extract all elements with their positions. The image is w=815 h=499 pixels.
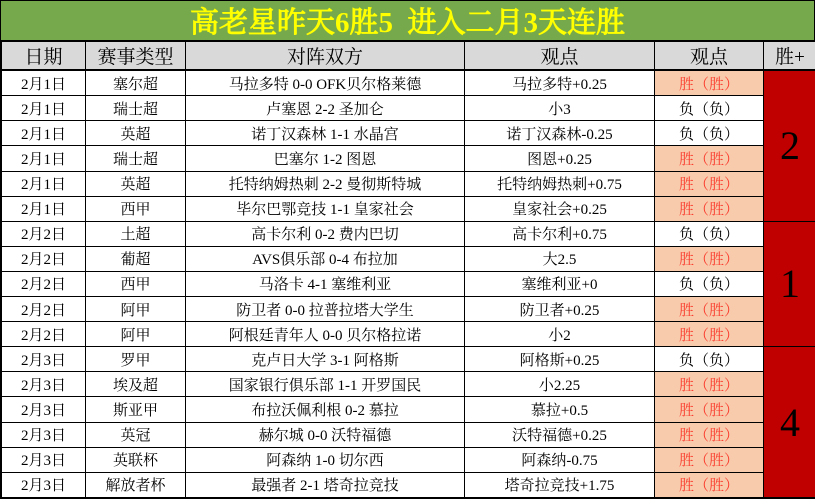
table-row [2, 246, 815, 271]
result-cell: 胜（胜） [655, 297, 764, 322]
league-cell: 西甲 [86, 271, 186, 296]
date-cell: 2月2日 [2, 246, 86, 271]
result-cell: 胜（胜） [655, 70, 764, 96]
date-cell: 2月3日 [2, 447, 86, 472]
table-row [2, 422, 815, 447]
match-cell: 卢塞恩 2-2 圣加仑 [186, 96, 465, 121]
result-cell: 负（负） [655, 221, 764, 246]
table-row [2, 447, 815, 472]
table-row [2, 472, 815, 497]
pick-cell: 慕拉+0.5 [465, 397, 655, 422]
date-cell: 2月3日 [2, 422, 86, 447]
predictions-table [1, 41, 815, 498]
table-row [2, 121, 815, 146]
league-cell: 罗甲 [86, 347, 186, 372]
table-row [2, 171, 815, 196]
table-row [2, 271, 815, 296]
pick-cell: 皇家社会+0.25 [465, 196, 655, 221]
table-row [2, 297, 815, 322]
table-row [2, 221, 815, 246]
result-cell: 负（负） [655, 96, 764, 121]
league-cell: 英联杯 [86, 447, 186, 472]
league-cell: 阿甲 [86, 297, 186, 322]
table-row [2, 347, 815, 372]
match-cell: 阿森纳 1-0 切尔西 [186, 447, 465, 472]
table-row [2, 196, 815, 221]
header-pick: 观点 [465, 42, 655, 71]
win-count-cell: 4 [764, 347, 815, 498]
date-cell: 2月3日 [2, 472, 86, 497]
pick-cell: 塞维利亚+0 [465, 271, 655, 296]
result-cell: 负（负） [655, 347, 764, 372]
match-cell: 布拉沃佩利根 0-2 慕拉 [186, 397, 465, 422]
league-cell: 土超 [86, 221, 186, 246]
date-cell: 2月2日 [2, 271, 86, 296]
match-cell: 马拉多特 0-0 OFK贝尔格莱德 [186, 70, 465, 96]
league-cell: 塞尔超 [86, 70, 186, 96]
match-cell: 毕尔巴鄂竞技 1-1 皇家社会 [186, 196, 465, 221]
league-cell: 英超 [86, 171, 186, 196]
pick-cell: 小3 [465, 96, 655, 121]
date-cell: 2月1日 [2, 96, 86, 121]
header-league: 赛事类型 [86, 42, 186, 71]
pick-cell: 阿森纳-0.75 [465, 447, 655, 472]
league-cell: 英超 [86, 121, 186, 146]
match-cell: 巴塞尔 1-2 图恩 [186, 146, 465, 171]
date-cell: 2月3日 [2, 397, 86, 422]
league-cell: 阿甲 [86, 322, 186, 347]
league-cell: 西甲 [86, 196, 186, 221]
match-cell: AVS俱乐部 0-4 布拉加 [186, 246, 465, 271]
league-cell: 瑞士超 [86, 96, 186, 121]
result-cell: 胜（胜） [655, 146, 764, 171]
pick-cell: 高卡尔利+0.75 [465, 221, 655, 246]
result-cell: 胜（胜） [655, 472, 764, 497]
match-cell: 克卢日大学 3-1 阿格斯 [186, 347, 465, 372]
date-cell: 2月3日 [2, 347, 86, 372]
result-cell: 胜（胜） [655, 372, 764, 397]
match-cell: 最强者 2-1 塔奇拉竞技 [186, 472, 465, 497]
pick-cell: 塔奇拉竞技+1.75 [465, 472, 655, 497]
match-cell: 高卡尔利 0-2 费内巴切 [186, 221, 465, 246]
pick-cell: 小2.25 [465, 372, 655, 397]
league-cell: 葡超 [86, 246, 186, 271]
date-cell: 2月1日 [2, 171, 86, 196]
title-banner: 高老星昨天6胜5 进入二月3天连胜 [1, 1, 814, 41]
result-cell: 胜（胜） [655, 246, 764, 271]
win-count-cell: 2 [764, 70, 815, 221]
result-cell: 负（负） [655, 271, 764, 296]
pick-cell: 托特纳姆热刺+0.75 [465, 171, 655, 196]
header-match: 对阵双方 [186, 42, 465, 71]
date-cell: 2月1日 [2, 121, 86, 146]
match-cell: 防卫者 0-0 拉普拉塔大学生 [186, 297, 465, 322]
match-cell: 诺丁汉森林 1-1 水晶宫 [186, 121, 465, 146]
result-cell: 胜（胜） [655, 196, 764, 221]
league-cell: 埃及超 [86, 372, 186, 397]
result-cell: 负（负） [655, 121, 764, 146]
result-cell: 胜（胜） [655, 397, 764, 422]
header-result: 观点 [655, 42, 764, 71]
match-cell: 赫尔城 0-0 沃特福德 [186, 422, 465, 447]
match-cell: 马洛卡 4-1 塞维利亚 [186, 271, 465, 296]
pick-cell: 防卫者+0.25 [465, 297, 655, 322]
table-row [2, 322, 815, 347]
date-cell: 2月2日 [2, 297, 86, 322]
date-cell: 2月1日 [2, 196, 86, 221]
header-row [2, 42, 815, 71]
match-cell: 托特纳姆热刺 2-2 曼彻斯特城 [186, 171, 465, 196]
date-cell: 2月3日 [2, 372, 86, 397]
pick-cell: 沃特福德+0.25 [465, 422, 655, 447]
date-cell: 2月1日 [2, 70, 86, 96]
result-cell: 胜（胜） [655, 171, 764, 196]
league-cell: 瑞士超 [86, 146, 186, 171]
win-count-cell: 1 [764, 221, 815, 347]
pick-cell: 阿格斯+0.25 [465, 347, 655, 372]
match-cell: 阿根廷青年人 0-0 贝尔格拉诺 [186, 322, 465, 347]
result-cell: 胜（胜） [655, 322, 764, 347]
table-row [2, 146, 815, 171]
league-cell: 解放者杯 [86, 472, 186, 497]
table-row [2, 372, 815, 397]
pick-cell: 小2 [465, 322, 655, 347]
date-cell: 2月2日 [2, 221, 86, 246]
pick-cell: 诺丁汉森林-0.25 [465, 121, 655, 146]
result-cell: 胜（胜） [655, 447, 764, 472]
result-cell: 胜（胜） [655, 422, 764, 447]
league-cell: 斯亚甲 [86, 397, 186, 422]
table-row [2, 397, 815, 422]
date-cell: 2月1日 [2, 146, 86, 171]
table-row [2, 96, 815, 121]
match-cell: 国家银行俱乐部 1-1 开罗国民 [186, 372, 465, 397]
pick-cell: 大2.5 [465, 246, 655, 271]
league-cell: 英冠 [86, 422, 186, 447]
table-body [2, 70, 815, 498]
header-date: 日期 [2, 42, 86, 71]
header-win-plus: 胜+ [764, 42, 815, 71]
pick-cell: 图恩+0.25 [465, 146, 655, 171]
table-row [2, 70, 815, 96]
pick-cell: 马拉多特+0.25 [465, 70, 655, 96]
date-cell: 2月2日 [2, 322, 86, 347]
